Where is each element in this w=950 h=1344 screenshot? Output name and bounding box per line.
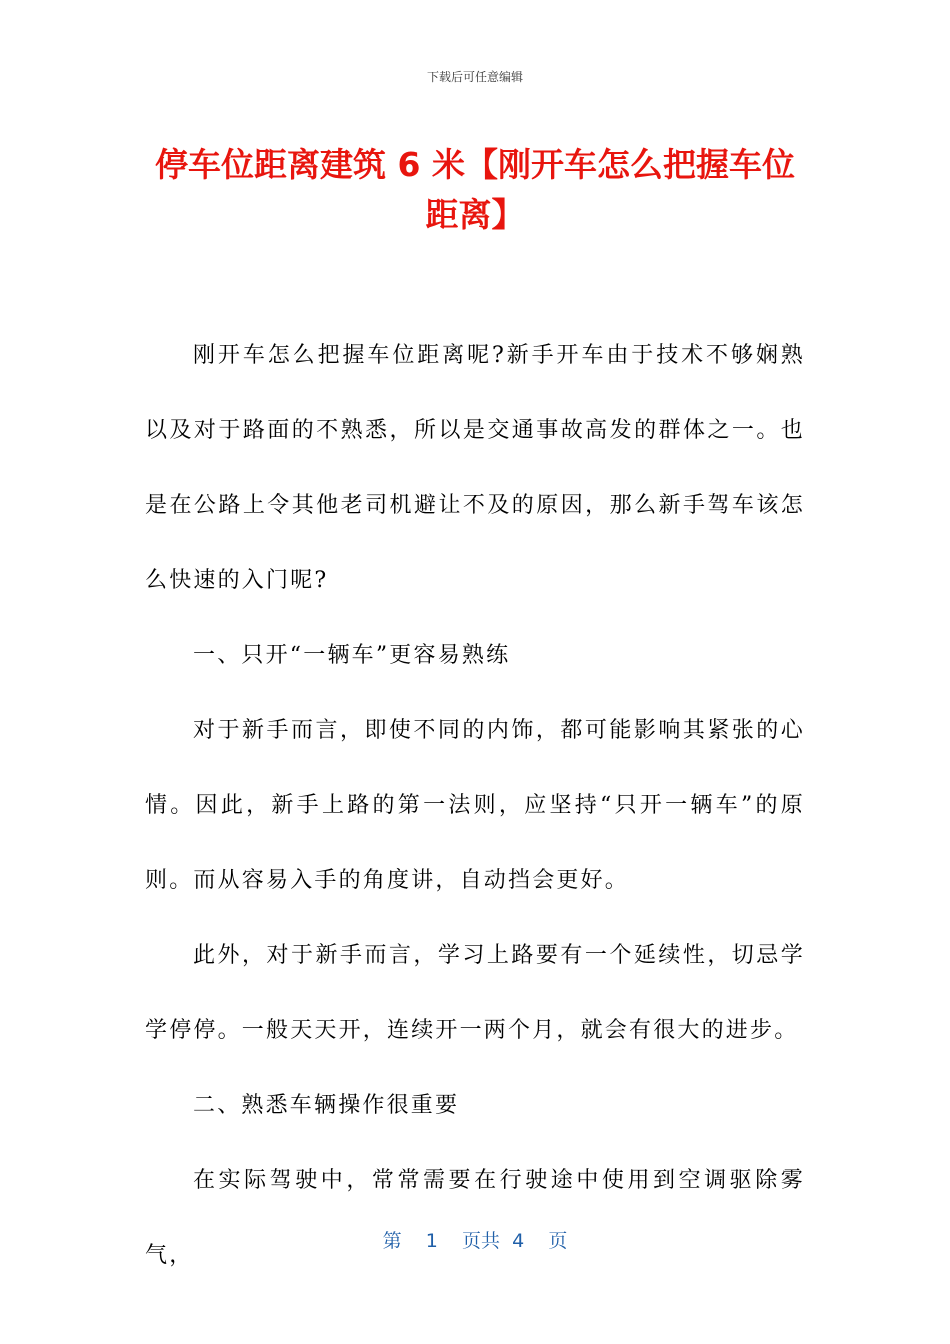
total-pages-number: 4 bbox=[512, 1230, 525, 1252]
footer-mid: 页共 bbox=[462, 1230, 501, 1252]
document-body bbox=[145, 318, 805, 1293]
paragraph: 此外，对于新手而言，学习上路要有一个延续性，切忌学学停停。一般天天开，连续开一两个月，就会有很大的进步。 bbox=[145, 943, 805, 1043]
document-title: 停车位距离建筑 6 米【刚开车怎么把握车位距离】 bbox=[155, 145, 795, 234]
current-page-number: 1 bbox=[425, 1230, 438, 1252]
paragraph: 对于新手而言，即使不同的内饰，都可能影响其紧张的心情。因此，新手上路的第一法则，应坚持“只开一辆车”的原则。而从容易入手的角度讲，自动挡会更好。 bbox=[145, 718, 805, 893]
section-heading-2: 二、熟悉车辆操作很重要 bbox=[193, 1093, 460, 1118]
paragraph-intro: 刚开车怎么把握车位距离呢?新手开车由于技术不够娴熟以及对于路面的不熟悉，所以是交通事故高发的群体之一。也是在公路上令其他老司机避让不及的原因，那么新手驾车该怎么快速的入门呢? bbox=[145, 343, 805, 593]
footer-prefix: 第 bbox=[382, 1230, 402, 1252]
header-note: 下载后可任意编辑 bbox=[426, 70, 523, 84]
section-heading-1: 一、只开“一辆车”更容易熟练 bbox=[193, 643, 511, 668]
page-footer bbox=[0, 1226, 950, 1253]
paragraph: 在实际驾驶中，常常需要在行驶途中使用到空调驱除雾气， bbox=[145, 1168, 805, 1268]
footer-suffix: 页 bbox=[548, 1230, 568, 1252]
